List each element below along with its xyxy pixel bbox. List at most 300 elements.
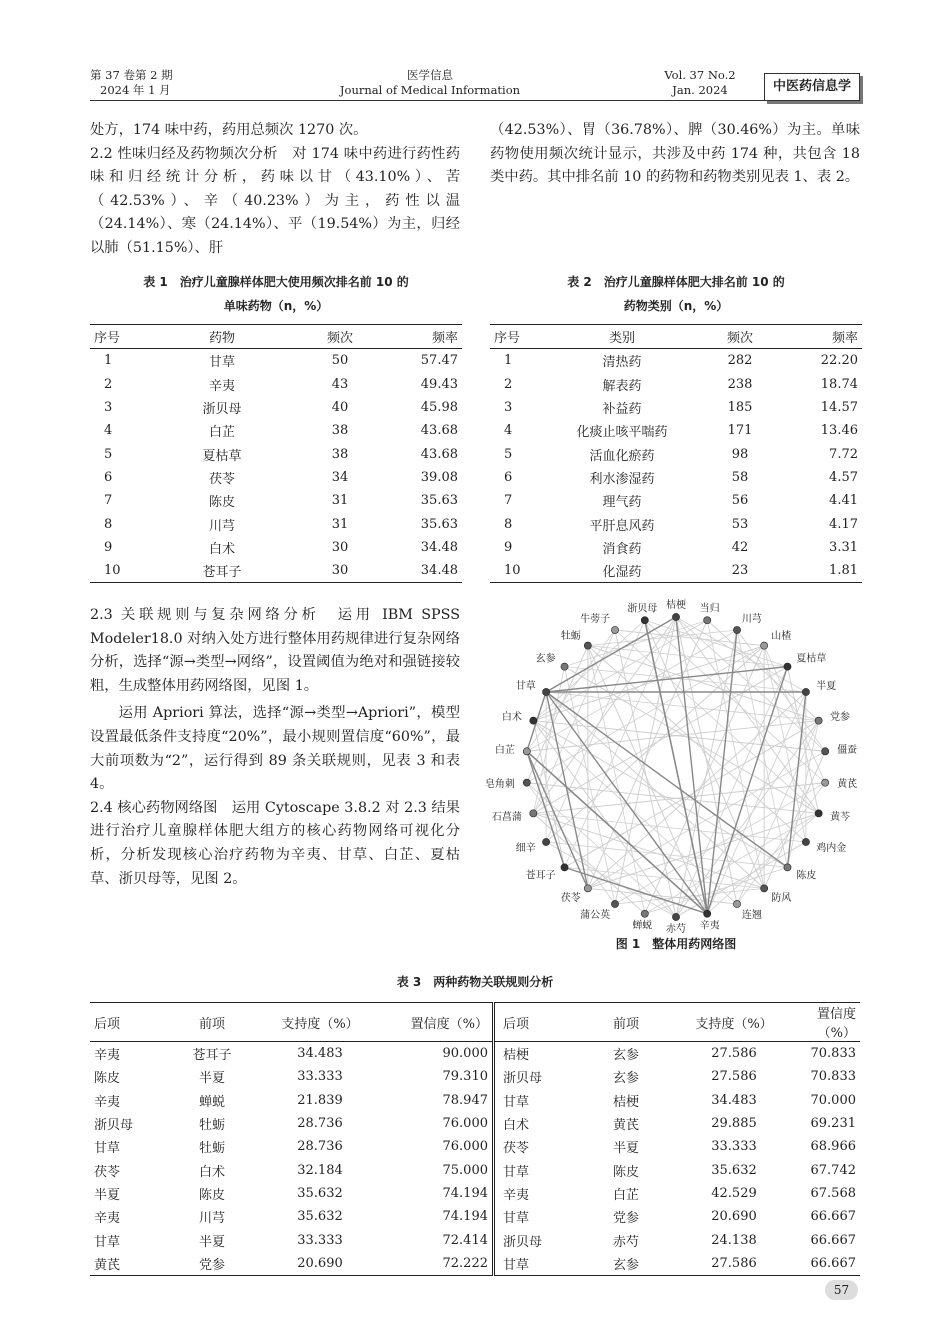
- table2-cell: 化痰止咳平喘药: [576, 425, 668, 441]
- table1-cell: 夏枯草: [202, 448, 242, 464]
- network-node: [802, 688, 809, 695]
- table3-cell: 甘草: [503, 1211, 530, 1227]
- network-node-label: 茯苓: [560, 893, 581, 905]
- table3-cell: 半夏: [94, 1187, 121, 1203]
- table3-row: [90, 1112, 860, 1135]
- table3-cell: 茯苓: [94, 1164, 121, 1180]
- table2-row: [490, 396, 862, 419]
- section-badge: 中医药信息学: [764, 73, 860, 101]
- volume-issue: 第 37 卷第 2 期: [90, 68, 173, 82]
- network-edge: [707, 620, 818, 720]
- page-number: 57: [825, 1280, 858, 1300]
- table3-cell: 75.000: [384, 1158, 494, 1181]
- network-node-label: 陈皮: [796, 870, 817, 882]
- paragraph-2-2: 2.2 性味归经及药物频次分析 对 174 味中药进行药性药味和归经统计分析，药味以甘（43.10%）、苦（42.53%）、辛（40.23%）为主，药性以温（24.14%）、寒（24.14%）、平（19.54%）为主，归经以肺（51.15%）、肝: [90, 145, 460, 256]
- table3-cell: 66.667: [810, 1232, 856, 1248]
- table1-cell: 8: [104, 516, 113, 532]
- table3-header-cell: 置信度（%）: [384, 1003, 494, 1042]
- network-edge: [527, 646, 588, 783]
- table2-cell: 5: [504, 446, 513, 462]
- table3-cell: 半夏: [198, 1071, 225, 1087]
- paragraph-2-4: 2.4 核心药物网络图 运用 Cytoscape 3.8.2 对 2.3 结果进行治疗儿童腺样体肥大组方的核心药物网络可视化分析，分析发现核心治疗药物为辛夷、甘草、白芷、夏枯草、浙贝母等，见图 2。: [90, 799, 460, 887]
- network-node: [733, 900, 740, 907]
- network-edge-strong: [527, 751, 588, 888]
- table3-cell: 70.833: [810, 1046, 856, 1062]
- table3-cell: 黄芪: [612, 1118, 639, 1134]
- network-edge: [676, 617, 825, 751]
- table3-cell: 27.586: [711, 1046, 757, 1062]
- table1-cell: 34.48: [420, 563, 458, 579]
- network-node: [761, 885, 768, 892]
- table1-cell: 川芎: [208, 518, 235, 534]
- table2-cell: 7.72: [829, 446, 858, 462]
- table3-cell: 甘草: [94, 1234, 121, 1250]
- table3-header-cell: 后项: [494, 1003, 583, 1042]
- paragraph-right-continuation: （42.53%）、胃（36.78%）、脾（30.46%）为主。单味药物使用频次统计显示，共涉及中药 174 种，共包含 18类中药。其中排名前 10 的药物和药物类别见表 1、表 2。: [490, 122, 860, 186]
- table2-row: [490, 349, 862, 373]
- table3-cell: 21.839: [297, 1092, 343, 1108]
- table3-cell: 浙贝母: [503, 1071, 543, 1087]
- table2-caption-line2: 药物类别（n，%）: [623, 299, 729, 313]
- table3-row: [90, 1228, 860, 1251]
- network-node: [733, 626, 740, 633]
- network-node: [815, 717, 822, 724]
- table1-header-cell: 药物: [148, 325, 296, 349]
- table3-cell: 27.586: [711, 1069, 757, 1085]
- table2-cell: 理气药: [602, 495, 642, 511]
- paragraph-2-3: 2.3 关联规则与复杂网络分析 运用 IBM SPSS Modeler18.0 对纳入处方进行整体用药规律进行复杂网络分析，选择“源→类型→网络”，设置阈值为绝对和强链接较粗，生成整体用药网络图，见图 1。: [90, 607, 460, 694]
- table1-cell: 34.48: [420, 539, 458, 555]
- table3-cell: 半夏: [198, 1234, 225, 1250]
- network-node-label: 皂角刺: [484, 778, 515, 790]
- network-node-label: 连翘: [741, 909, 762, 921]
- table1-cell: 白术: [208, 541, 235, 557]
- table3-row: [90, 1042, 860, 1066]
- table3-body: [90, 1042, 860, 1276]
- network-node: [523, 779, 530, 786]
- network-node-label: 玄参: [535, 653, 556, 665]
- table3-block: [90, 970, 860, 1276]
- network-node: [802, 838, 809, 845]
- table2-row: [490, 559, 862, 583]
- table3-cell: 川芎: [198, 1211, 225, 1227]
- table1-cell: 40: [331, 400, 349, 416]
- table3-header-cell: 置信度（%）: [798, 1003, 860, 1042]
- right-column-top: [490, 119, 860, 190]
- network-node-label: 白术: [501, 711, 522, 723]
- network-node: [530, 717, 537, 724]
- table3-caption: 表 3 两种药物关联规则分析: [396, 975, 554, 989]
- table1-row: [90, 349, 462, 373]
- table2-cell: 1: [504, 353, 513, 369]
- network-node: [542, 838, 549, 845]
- table1: [90, 324, 462, 583]
- table1-cell: 38: [331, 446, 349, 462]
- table3-row: [90, 1089, 860, 1112]
- date-en: Jan. 2024: [672, 83, 728, 97]
- network-edge: [533, 617, 676, 813]
- table3-cell: 牡蛎: [198, 1141, 225, 1157]
- network-node: [784, 864, 791, 871]
- table1-caption-line1: 表 1 治疗儿童腺样体肥大使用频次排名前 10 的: [143, 275, 409, 289]
- network-node-label: 甘草: [515, 681, 536, 692]
- table3-cell: 67.568: [810, 1185, 856, 1201]
- table3-row: [90, 1182, 860, 1205]
- table3-cell: 辛夷: [94, 1211, 121, 1227]
- table2-cell: 58: [731, 469, 749, 485]
- table3-cell: 32.184: [297, 1162, 343, 1178]
- table3-cell: 34.483: [711, 1092, 757, 1108]
- header-center: [330, 68, 530, 98]
- table1-cell: 30: [331, 539, 349, 555]
- network-node: [584, 642, 591, 649]
- network-node-label: 防风: [771, 893, 792, 905]
- table3-row: [90, 1065, 860, 1088]
- left-column-bottom: [90, 604, 460, 891]
- network-node: [542, 688, 549, 695]
- table2-cell: 补益药: [602, 402, 642, 418]
- table3-row: [90, 1252, 860, 1276]
- network-node-label: 牛蒡子: [580, 614, 611, 626]
- table1-cell: 35.63: [420, 493, 458, 509]
- table3-cell: 72.414: [384, 1228, 494, 1251]
- table1-cell: 7: [104, 493, 113, 509]
- table2-cell: 消食药: [602, 541, 642, 557]
- table3-cell: 33.333: [297, 1069, 343, 1085]
- table1-cell: 35.63: [420, 516, 458, 532]
- table2-cell: 1.81: [829, 563, 858, 579]
- table3-cell: 茯苓: [503, 1141, 530, 1157]
- table2-row: [490, 489, 862, 512]
- table1-cell: 43.68: [420, 423, 458, 439]
- left-column-top: [90, 119, 460, 261]
- network-node: [784, 663, 791, 670]
- table1-cell: 陈皮: [208, 495, 235, 511]
- network-node: [523, 748, 530, 755]
- table3-cell: 78.947: [384, 1089, 494, 1112]
- table1-cell: 茯苓: [208, 471, 235, 487]
- table2-cell: 清热药: [602, 355, 642, 371]
- table1-row: [90, 512, 462, 535]
- table2-row: [490, 536, 862, 559]
- network-node-label: 黄芩: [830, 812, 851, 824]
- table3-cell: 浙贝母: [503, 1234, 543, 1250]
- table2-body: [490, 349, 862, 583]
- network-node: [641, 910, 648, 917]
- network-node: [761, 642, 768, 649]
- table2: [490, 324, 862, 583]
- table3-cell: 76.000: [384, 1112, 494, 1135]
- network-node-label: 鸡内金: [816, 843, 847, 854]
- table2-cell: 171: [727, 423, 753, 439]
- table2-cell: 平肝息风药: [589, 518, 655, 534]
- table3-cell: 20.690: [711, 1209, 757, 1225]
- table3-cell: 苍耳子: [192, 1048, 232, 1064]
- table1-row: [90, 396, 462, 419]
- network-node-label: 辛夷: [699, 920, 720, 932]
- network-edge: [737, 783, 825, 904]
- table3-cell: 67.742: [810, 1162, 856, 1178]
- table3-cell: 90.000: [384, 1042, 494, 1066]
- table2-cell: 6: [504, 469, 513, 485]
- table1-row: [90, 559, 462, 583]
- header-rule: [90, 100, 766, 101]
- network-edge: [645, 620, 764, 888]
- network-edge: [764, 646, 825, 783]
- table3-cell: 24.138: [711, 1232, 757, 1248]
- table1-cell: 30: [331, 563, 349, 579]
- table3-cell: 74.194: [384, 1182, 494, 1205]
- network-node-label: 白芷: [494, 745, 515, 757]
- table1-cell: 9: [104, 539, 113, 555]
- table3-cell: 79.310: [384, 1065, 494, 1088]
- table2-header-cell: 频率: [784, 325, 862, 349]
- issue-date: 2024 年 1 月: [100, 83, 171, 97]
- network-node-label: 党参: [830, 711, 851, 723]
- table1-block: [90, 270, 462, 583]
- table2-cell: 18.74: [820, 376, 858, 392]
- table3-cell: 甘草: [503, 1257, 530, 1273]
- network-node: [641, 617, 648, 624]
- network-edge: [533, 783, 825, 814]
- table3-cell: 赤芍: [612, 1234, 639, 1250]
- journal-title-cn: 医学信息: [407, 68, 453, 82]
- network-edge-strong: [676, 617, 707, 914]
- network-edge: [533, 721, 676, 917]
- table3-cell: 牡蛎: [198, 1118, 225, 1134]
- network-node: [822, 779, 829, 786]
- table1-cell: 6: [104, 469, 113, 485]
- table2-cell: 7: [504, 493, 513, 509]
- table1-header-cell: 序号: [90, 325, 148, 349]
- table2-cell: 22.20: [820, 353, 858, 369]
- table2-cell: 53: [731, 516, 749, 532]
- table1-cell: 38: [331, 423, 349, 439]
- table2-cell: 解表药: [602, 378, 642, 394]
- table1-cell: 2: [104, 376, 113, 392]
- table1-row: [90, 489, 462, 512]
- journal-title-en: Journal of Medical Information: [339, 83, 521, 97]
- table1-cell: 43.68: [420, 446, 458, 462]
- figure1: [484, 600, 862, 935]
- table3-cell: 28.736: [297, 1139, 343, 1155]
- network-edge: [615, 783, 825, 904]
- network-node: [815, 810, 822, 817]
- table1-cell: 39.08: [420, 469, 458, 485]
- table1-cell: 3: [104, 400, 113, 416]
- table3-row: [90, 1158, 860, 1181]
- table1-header-cell: 频次: [296, 325, 384, 349]
- paragraph-continuation: 处方，174 味中药，药用总频次 1270 次。: [90, 122, 368, 138]
- network-node-label: 山楂: [771, 630, 792, 642]
- table3-header-cell: 后项: [90, 1003, 168, 1042]
- table1-cell: 50: [331, 353, 349, 369]
- table1-cell: 5: [104, 446, 113, 462]
- network-node-label: 赤芍: [666, 924, 686, 935]
- table3-cell: 桔梗: [503, 1048, 530, 1064]
- table3-cell: 72.222: [384, 1252, 494, 1276]
- network-node: [672, 913, 679, 920]
- table2-cell: 4.57: [829, 469, 858, 485]
- network-node-label: 蝉蜕: [632, 920, 653, 932]
- table3-cell: 白术: [503, 1118, 530, 1134]
- paragraph-apriori: 运用 Apriori 算法，选择“源→类型→Apriori”，模型设置最低条件支持度“20%”，最小规则置信度“60%”，最大前项数为“2”，运行得到 89 条关联规则，见表 3 和表 4。: [90, 705, 460, 793]
- table3-cell: 33.333: [711, 1139, 757, 1155]
- table3-cell: 浙贝母: [94, 1118, 134, 1134]
- table2-cell: 282: [727, 353, 753, 369]
- table3-cell: 黄芪: [94, 1257, 121, 1273]
- network-node: [704, 617, 711, 624]
- network-node-label: 蒲公英: [580, 909, 611, 921]
- table3-cell: 甘草: [503, 1164, 530, 1180]
- table2-cell: 化湿药: [602, 565, 642, 581]
- table1-cell: 45.98: [420, 400, 458, 416]
- table2-cell: 9: [504, 539, 513, 555]
- table3-cell: 66.667: [810, 1255, 856, 1271]
- network-node-label: 桔梗: [666, 600, 686, 611]
- table2-cell: 23: [731, 563, 749, 579]
- table1-cell: 10: [104, 563, 121, 579]
- table3-cell: 70.000: [810, 1092, 856, 1108]
- table3-header-cell: 前项: [168, 1003, 256, 1042]
- table3-row: [90, 1205, 860, 1228]
- network-node-label: 当归: [699, 603, 720, 615]
- network-node-label: 川芎: [741, 614, 762, 626]
- table3-header-cell: 前项: [582, 1003, 670, 1042]
- table3-cell: 甘草: [503, 1094, 530, 1110]
- network-edge-strong: [707, 667, 787, 914]
- table3-cell: 33.333: [297, 1232, 343, 1248]
- table1-cell: 白芷: [208, 425, 235, 441]
- table3-row: [90, 1135, 860, 1158]
- table3-cell: 党参: [612, 1211, 639, 1227]
- table3-cell: 陈皮: [198, 1187, 225, 1203]
- table1-row: [90, 419, 462, 442]
- table3-cell: 党参: [198, 1257, 225, 1273]
- header-left: [90, 68, 250, 98]
- table1-cell: 浙贝母: [202, 402, 242, 418]
- table3-header-cell: 支持度（%）: [256, 1003, 384, 1042]
- network-node-label: 牡蛎: [560, 630, 581, 642]
- table2-cell: 8: [504, 516, 513, 532]
- network-node-label: 细辛: [515, 843, 536, 854]
- table3-cell: 辛夷: [94, 1048, 121, 1064]
- network-node: [561, 663, 568, 670]
- table3-cell: 白芷: [612, 1187, 639, 1203]
- table2-caption-line1: 表 2 治疗儿童腺样体肥大排名前 10 的: [567, 275, 785, 289]
- table3-cell: 半夏: [612, 1141, 639, 1157]
- table3-cell: 74.194: [384, 1205, 494, 1228]
- table1-row: [90, 466, 462, 489]
- table3-cell: 35.632: [297, 1209, 343, 1225]
- table3-cell: 42.529: [711, 1185, 757, 1201]
- table2-cell: 3.31: [829, 539, 858, 555]
- network-node: [561, 864, 568, 871]
- network-node-label: 夏枯草: [796, 653, 827, 665]
- table2-cell: 活血化瘀药: [589, 448, 655, 464]
- table2-header-cell: 序号: [490, 325, 548, 349]
- table3-cell: 20.690: [297, 1255, 343, 1271]
- table3-cell: 辛夷: [94, 1094, 121, 1110]
- table1-row: [90, 536, 462, 559]
- network-edge: [533, 813, 644, 913]
- table1-cell: 43: [331, 376, 349, 392]
- table1-cell: 甘草: [208, 355, 235, 371]
- network-node-label: 苍耳子: [525, 870, 556, 882]
- network-graph: [484, 600, 862, 935]
- table3-cell: 68.966: [810, 1139, 856, 1155]
- network-node: [611, 900, 618, 907]
- network-node-label: 僵蚕: [837, 745, 858, 757]
- table1-cell: 57.47: [420, 353, 458, 369]
- table1-cell: 49.43: [420, 376, 458, 392]
- table2-cell: 98: [731, 446, 749, 462]
- network-node-label: 石菖蒲: [491, 812, 522, 824]
- table2-row: [490, 466, 862, 489]
- table2-row: [490, 373, 862, 396]
- table3-cell: 玄参: [612, 1257, 639, 1273]
- table3-cell: 玄参: [612, 1048, 639, 1064]
- network-node: [530, 810, 537, 817]
- header-right: [645, 68, 755, 98]
- table2-cell: 56: [731, 493, 749, 509]
- table2-cell: 185: [727, 400, 753, 416]
- table1-cell: 辛夷: [208, 378, 235, 394]
- table1-cell: 苍耳子: [202, 565, 242, 581]
- table2-cell: 4.41: [829, 493, 858, 509]
- network-node: [704, 910, 711, 917]
- table3-cell: 28.736: [297, 1116, 343, 1132]
- table3-cell: 35.632: [711, 1162, 757, 1178]
- network-edge: [764, 751, 825, 888]
- table3-header-cell: 支持度（%）: [670, 1003, 798, 1042]
- table2-cell: 42: [731, 539, 749, 555]
- table1-body: [90, 349, 462, 583]
- table3-cell: 34.483: [297, 1046, 343, 1062]
- table2-cell: 10: [504, 563, 521, 579]
- table2-cell: 利水渗湿药: [589, 471, 655, 487]
- table1-caption-line2: 单味药物（n，%）: [223, 299, 329, 313]
- network-node-label: 半夏: [816, 681, 837, 692]
- table2-row: [490, 442, 862, 465]
- table3-cell: 蝉蜕: [198, 1094, 225, 1110]
- table3-cell: 76.000: [384, 1135, 494, 1158]
- table2-cell: 13.46: [820, 423, 858, 439]
- network-node: [611, 626, 618, 633]
- table2-cell: 14.57: [820, 400, 858, 416]
- table1-row: [90, 373, 462, 396]
- table1-cell: 1: [104, 353, 113, 369]
- table2-block: [490, 270, 862, 583]
- network-node: [584, 885, 591, 892]
- figure1-caption: 图 1 整体用药网络图: [615, 937, 737, 951]
- table3-cell: 玄参: [612, 1071, 639, 1087]
- table3-cell: 甘草: [94, 1141, 121, 1157]
- table2-cell: 4.17: [829, 516, 858, 532]
- table1-row: [90, 442, 462, 465]
- table2-row: [490, 512, 862, 535]
- table1-cell: 34: [331, 469, 349, 485]
- table1-cell: 4: [104, 423, 113, 439]
- table3: [90, 1002, 860, 1276]
- table3-cell: 66.667: [810, 1209, 856, 1225]
- table2-header-cell: 类别: [548, 325, 696, 349]
- network-node-label: 黄芪: [837, 778, 858, 790]
- table3-cell: 白术: [198, 1164, 225, 1180]
- table3-cell: 27.586: [711, 1255, 757, 1271]
- network-edge-strong: [707, 630, 737, 914]
- network-edge: [533, 620, 644, 720]
